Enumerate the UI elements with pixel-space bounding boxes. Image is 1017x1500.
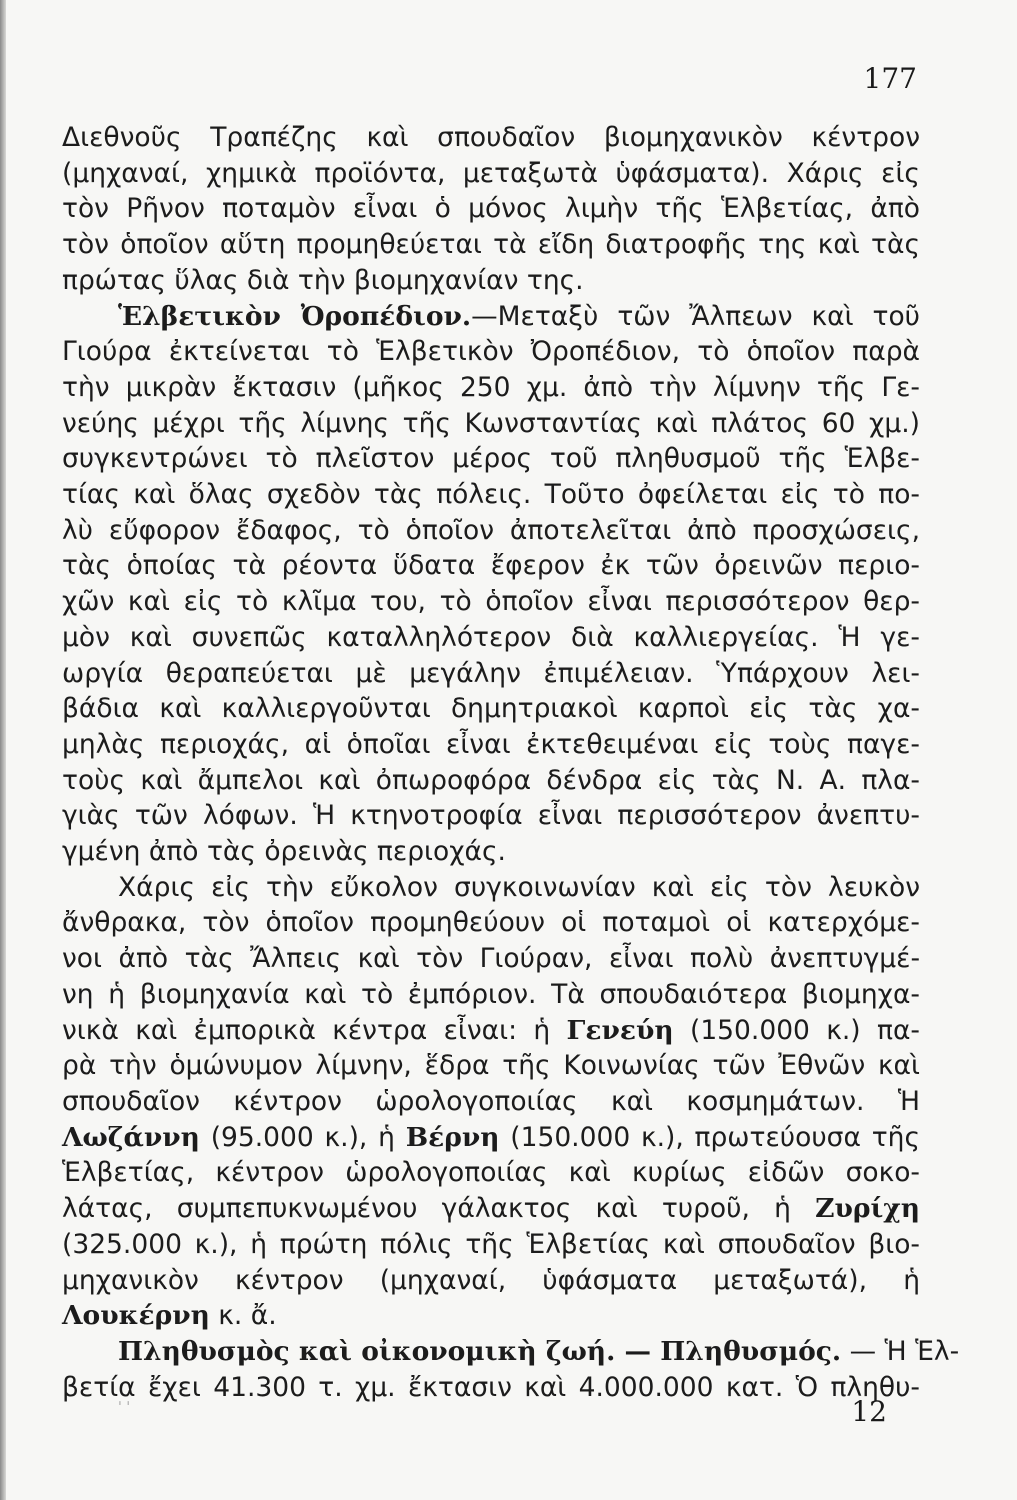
text-line [62, 727, 920, 763]
text-line [62, 1334, 960, 1370]
text-line [62, 1120, 920, 1156]
line-text: τὴν μικρὰν ἔκτασιν (μῆκος 250 χμ. ἀπὸ τὴν λίμνην τῆς Γε- [62, 371, 920, 403]
text-line [62, 691, 920, 727]
text-line [62, 1298, 920, 1334]
city-name: Λωζάννη [62, 1121, 200, 1153]
line-text: βάδια καὶ καλλιεργοῦνται δημητριακοὶ καρποὶ εἰς τὰς χα- [62, 693, 920, 725]
line-text: λάτας, συμπεπυκνωμένου γάλακτος καὶ τυροῦ, ἡ [62, 1193, 816, 1225]
line-text: — Ἡ Ἑλ- [841, 1335, 960, 1367]
print-smudge-mark: ˈ ˈ [118, 1400, 131, 1416]
text-line [62, 656, 920, 692]
text-line [62, 1013, 920, 1049]
text-line [62, 191, 920, 227]
line-text: —Μεταξὺ τῶν Ἄλπεων καὶ τοῦ [471, 300, 920, 332]
text-line [62, 548, 920, 584]
text-line [62, 263, 920, 299]
text-line [62, 1084, 920, 1120]
text-line [62, 977, 920, 1013]
line-text: Ἑλβετίας, κέντρον ὡρολογοποιίας καὶ κυρίως εἰδῶν σοκο- [62, 1157, 920, 1189]
line-text: (95.000 κ.), ἡ [199, 1121, 406, 1153]
text-line [62, 798, 920, 834]
line-text: Χάρις εἰς τὴν εὔκολον συγκοινωνίαν καὶ εἰς τὸν λευκὸν [118, 871, 920, 903]
line-text: τοὺς καὶ ἄμπελοι καὶ ὀπωροφόρα δένδρα εἰς τὰς Ν. Α. πλα- [62, 764, 920, 796]
line-text: βετία ἔχει 41.300 τ. χμ. ἔκτασιν καὶ 4.000.000 κατ. Ὁ πληθυ- [62, 1371, 920, 1403]
text-line [62, 477, 920, 513]
body-text [62, 120, 960, 1405]
page-spine-shadow [0, 0, 6, 1500]
line-text: (150.000 κ.) πα- [673, 1014, 920, 1046]
line-text: κ. ἄ. [209, 1300, 277, 1332]
page-number: 177 [863, 62, 917, 95]
text-line [62, 870, 920, 906]
line-text: νη ἡ βιομηχανία καὶ τὸ ἐμπόριον. Τὰ σπουδαιότερα βιομηχα- [62, 978, 920, 1010]
text-line [62, 763, 920, 799]
line-text: σπουδαῖον κέντρον ὡρολογοποιίας καὶ κοσμημάτων. Ἡ [62, 1085, 920, 1117]
city-name: Λουκέρνη [62, 1300, 210, 1332]
line-text: Γιούρα ἐκτείνεται τὸ Ἑλβετικὸν Ὀροπέδιον, τὸ ὁποῖον παρὰ [62, 336, 920, 368]
text-line [62, 334, 920, 370]
line-text: μηχανικὸν κέντρον (μηχαναί, ὑφάσματα μεταξωτά), ἡ [62, 1264, 920, 1296]
text-line [62, 1370, 920, 1406]
line-text: ωργία θεραπεύεται μὲ μεγάλην ἐπιμέλειαν. Ὑπάρχουν λει- [62, 657, 920, 689]
text-line [62, 620, 920, 656]
city-name: Ζυρίχη [815, 1193, 920, 1225]
text-line [62, 1048, 920, 1084]
text-line [62, 1227, 920, 1263]
text-line [62, 1191, 920, 1227]
line-text: (325.000 κ.), ἡ πρώτη πόλις τῆς Ἑλβετίας καὶ σπουδαῖον βιο- [62, 1228, 920, 1260]
line-text: ἄνθρακα, τὸν ὁποῖον προμηθεύουν οἱ ποταμοὶ οἱ κατερχόμε- [62, 907, 920, 939]
section-heading: Ἑλβετικὸν Ὀροπέδιον. [118, 300, 472, 332]
text-line [62, 156, 920, 192]
line-text: συγκεντρώνει τὸ πλεῖστον μέρος τοῦ πληθυσμοῦ τῆς Ἑλβε- [62, 443, 920, 475]
text-line [62, 406, 920, 442]
text-line [62, 584, 920, 620]
line-text: Διεθνοῦς Τραπέζης καὶ σπουδαῖον βιομηχανικὸν κέντρον [62, 122, 920, 153]
line-text: τίας καὶ ὅλας σχεδὸν τὰς πόλεις. Τοῦτο ὀφείλεται εἰς τὸ πο- [62, 479, 920, 511]
signature-mark: 12 [851, 1395, 887, 1428]
text-line [62, 441, 920, 477]
line-text: τὸν Ρῆνον ποταμὸν εἶναι ὁ μόνος λιμὴν τῆς Ἑλβετίας, ἀπὸ [62, 193, 920, 225]
text-line [62, 1155, 920, 1191]
text-line [62, 1263, 920, 1299]
section-heading: Πληθυσμὸς καὶ οἰκονομικὴ ζωή. — Πληθυσμός. [118, 1335, 842, 1367]
text-line [62, 299, 920, 335]
line-text: (μηχαναί, χημικὰ προϊόντα, μεταξωτὰ ὑφάσματα). Χάρις εἰς [62, 157, 920, 189]
city-name: Βέρνη [405, 1121, 500, 1153]
line-text: γιὰς τῶν λόφων. Ἡ κτηνοτροφία εἶναι περισσότερον ἀνεπτυ- [62, 800, 920, 832]
line-text: πρώτας ὕλας διὰ τὴν βιομηχανίαν της. [62, 264, 584, 296]
text-line [62, 941, 920, 977]
line-text: γμένη ἀπὸ τὰς ὀρεινὰς περιοχάς. [62, 836, 506, 868]
line-text: νικὰ καὶ ἐμπορικὰ κέντρα εἶναι: ἡ [62, 1014, 567, 1046]
line-text: μηλὰς περιοχάς, αἱ ὁποῖαι εἶναι ἐκτεθειμέναι εἰς τοὺς παγε- [62, 728, 920, 760]
text-line [62, 905, 920, 941]
text-line [62, 834, 920, 870]
line-text: λὺ εὔφορον ἔδαφος, τὸ ὁποῖον ἀποτελεῖται ἀπὸ προσχώσεις, [62, 514, 920, 546]
line-text: νοι ἀπὸ τὰς Ἄλπεις καὶ τὸν Γιούραν, εἶναι πολὺ ἀνεπτυγμέ- [62, 943, 920, 975]
line-text: τὰς ὁποίας τὰ ρέοντα ὕδατα ἔφερον ἐκ τῶν ὀρεινῶν περιο- [62, 550, 920, 582]
text-line [62, 120, 920, 156]
line-text: μὸν καὶ συνεπῶς καταλληλότερον διὰ καλλιεργείας. Ἡ γε- [62, 621, 920, 653]
line-text: νεύης μέχρι τῆς λίμνης τῆς Κωνσταντίας καὶ πλάτος 60 χμ.) [62, 407, 920, 439]
text-line [62, 370, 920, 406]
line-text: τὸν ὁποῖον αὕτη προμηθεύεται τὰ εἴδη διατροφῆς της καὶ τὰς [62, 229, 920, 261]
line-text: ρὰ τὴν ὁμώνυμον λίμνην, ἕδρα τῆς Κοινωνίας τῶν Ἐθνῶν καὶ [62, 1050, 920, 1082]
line-text: (150.000 κ.), πρωτεύουσα τῆς [499, 1121, 920, 1153]
text-line [62, 513, 920, 549]
city-name: Γενεύη [566, 1014, 674, 1046]
line-text: χῶν καὶ εἰς τὸ κλῖμα του, τὸ ὁποῖον εἶναι περισσότερον θερ- [62, 586, 920, 618]
text-line [62, 227, 920, 263]
